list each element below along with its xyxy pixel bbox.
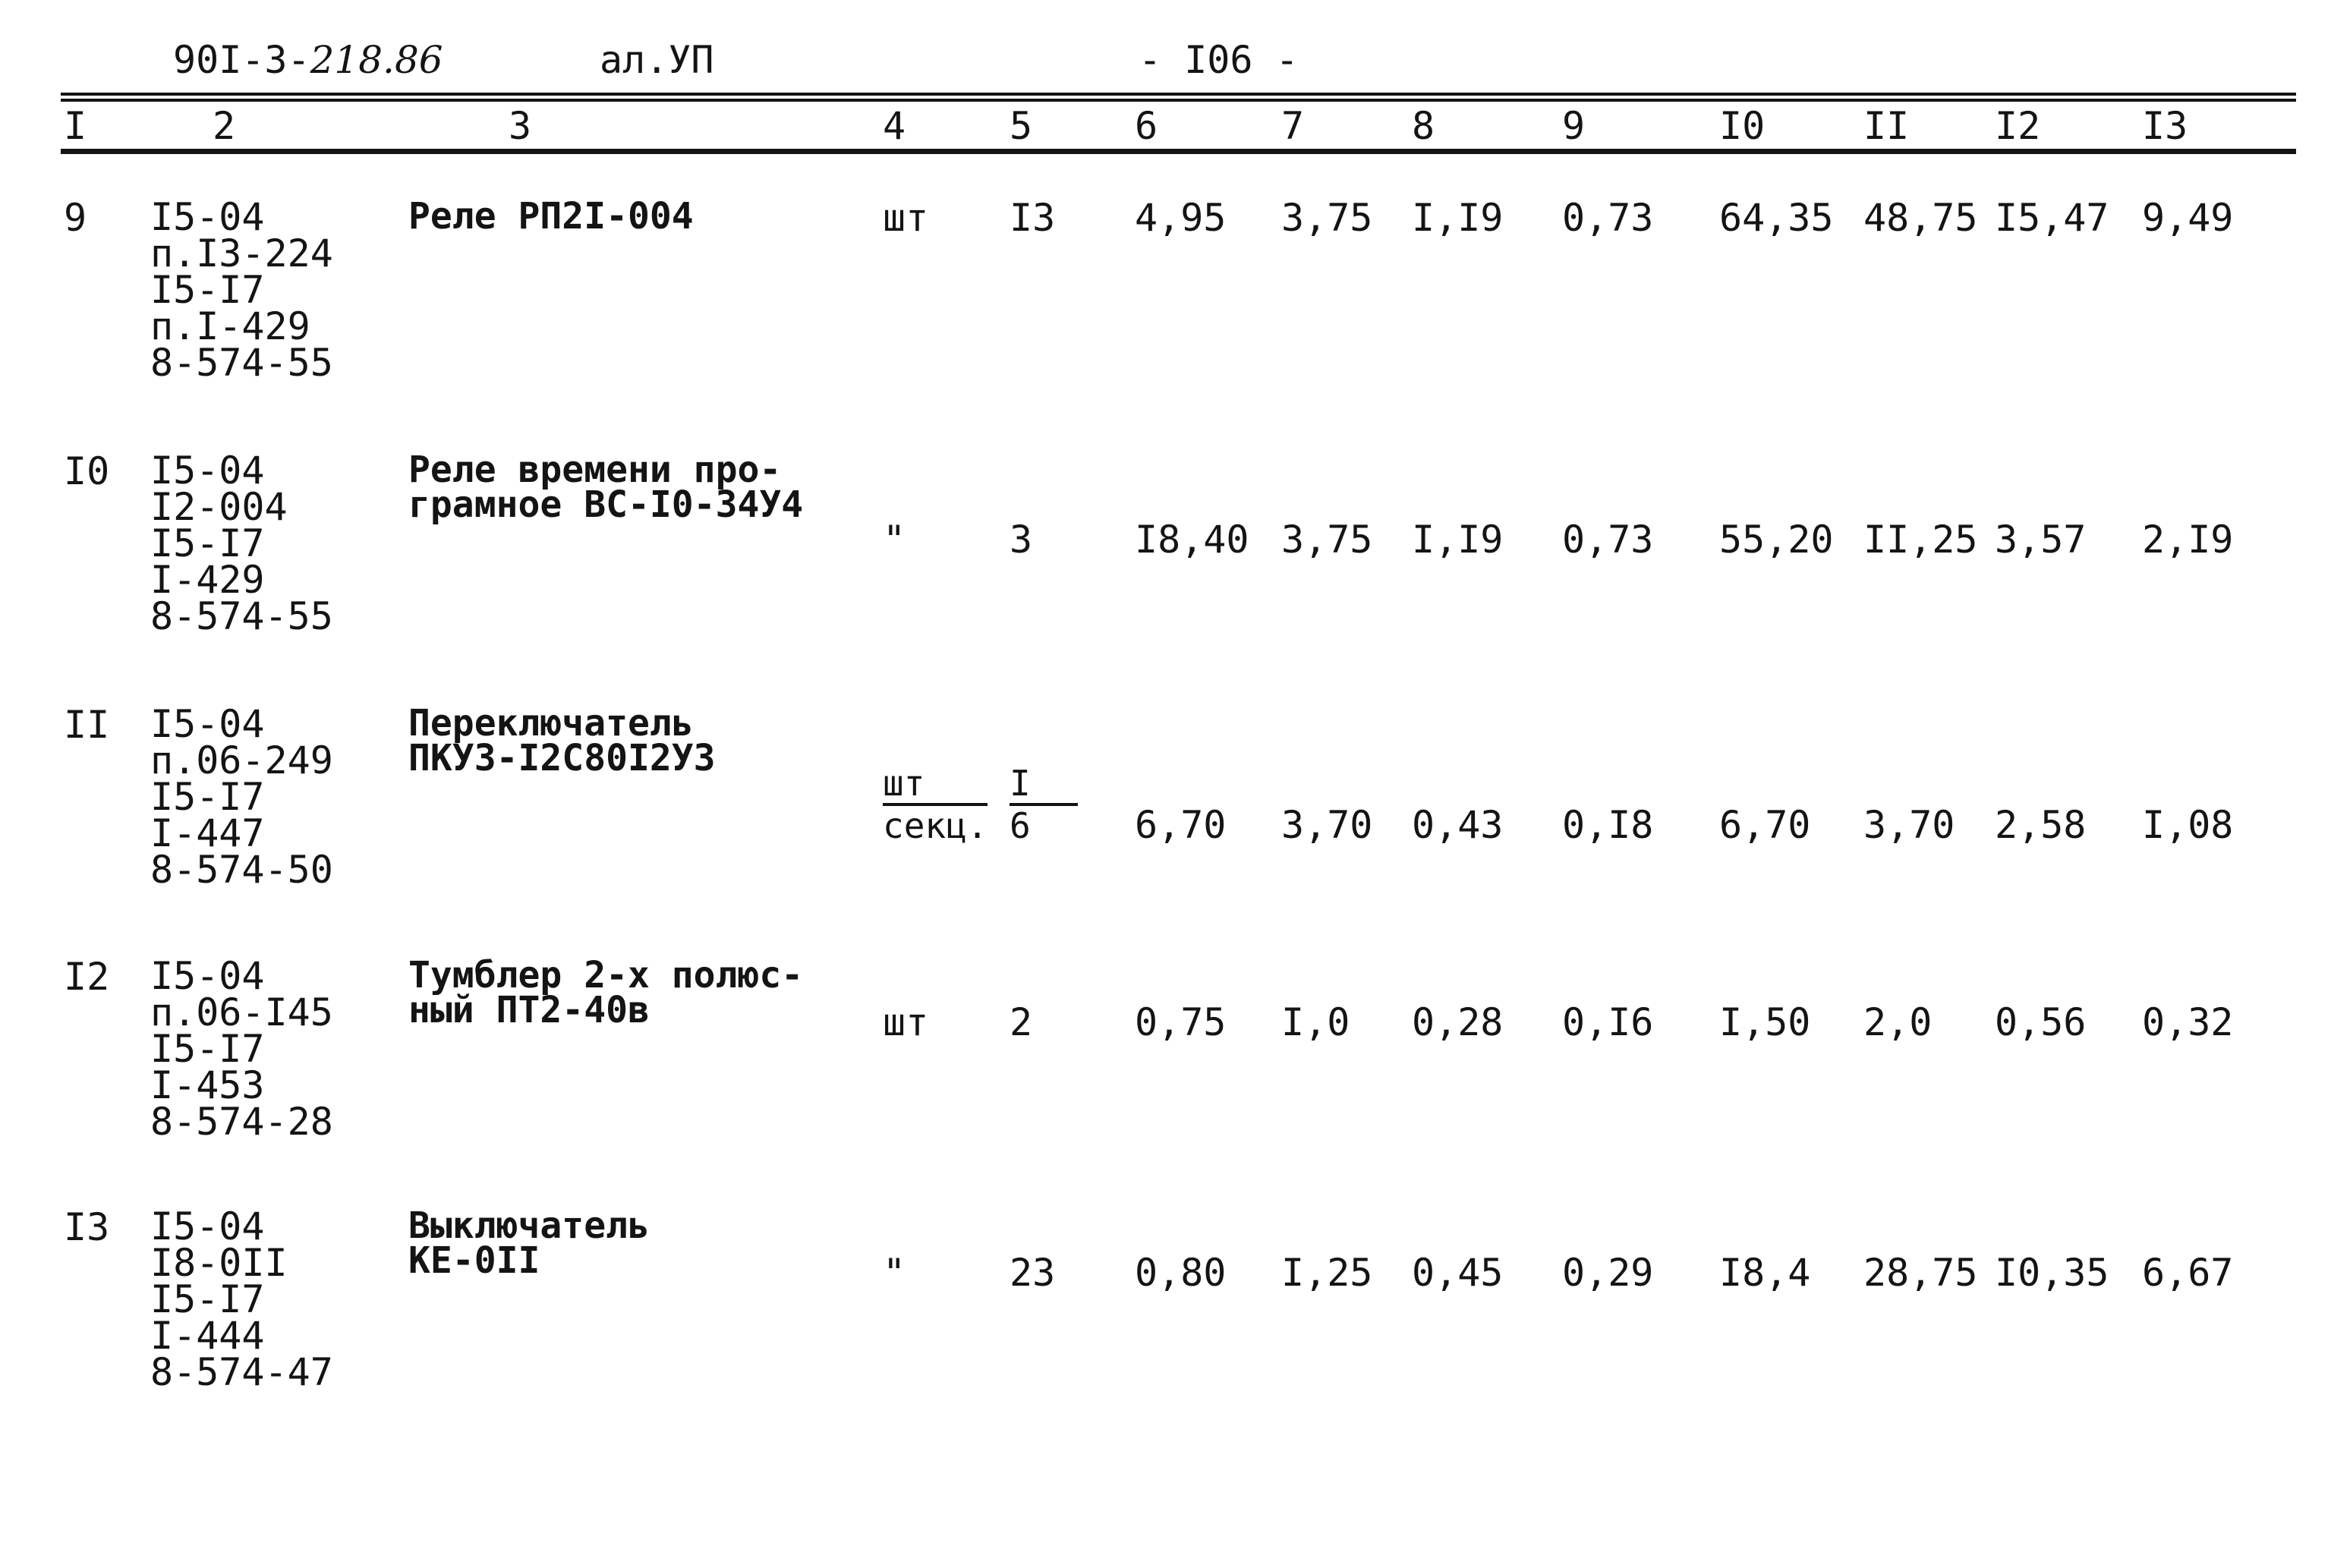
- value-v8: I,I9: [1412, 196, 1504, 240]
- unit-denominator: секц.: [883, 805, 988, 846]
- value-v6: 0,75: [1135, 1000, 1227, 1044]
- reference-codes: [150, 449, 333, 638]
- item-name-line: грамное ВС-I0-34У4: [408, 483, 804, 526]
- value-v7: 3,70: [1281, 803, 1373, 847]
- value-v10: I8,4: [1719, 1251, 1811, 1295]
- reference-code: п.I3-224: [150, 231, 333, 276]
- reference-code: I5-04: [150, 195, 265, 239]
- reference-code: п.06-I45: [150, 990, 333, 1034]
- reference-code: 8-574-47: [150, 1350, 333, 1394]
- row-number: I0: [64, 449, 110, 493]
- unit: шт: [883, 1000, 929, 1044]
- item-name: [408, 1204, 650, 1282]
- value-v9: 0,I8: [1562, 803, 1654, 847]
- value-v11: 48,75: [1863, 196, 1978, 240]
- column-number: I2: [1995, 104, 2041, 148]
- unit: шт: [883, 196, 929, 240]
- column-number: 7: [1281, 104, 1305, 148]
- reference-code: 8-574-50: [150, 848, 333, 892]
- reference-code: I8-0II: [150, 1241, 288, 1285]
- reference-code: I5-I7: [150, 775, 265, 819]
- item-name-line: Выключатель: [408, 1204, 650, 1247]
- reference-code: I5-I7: [150, 1027, 265, 1071]
- reference-code: I2-004: [150, 485, 288, 529]
- reference-code: I5-04: [150, 702, 265, 746]
- reference-code: 8-574-55: [150, 341, 333, 385]
- item-name-line: Реле времени про-: [408, 449, 782, 491]
- unit: ": [883, 518, 906, 562]
- quantity-numerator: I: [1010, 765, 1078, 806]
- reference-code: 8-574-55: [150, 594, 333, 638]
- row-number: 9: [64, 196, 87, 240]
- reference-code: I-429: [150, 558, 265, 602]
- reference-code: I-447: [150, 811, 265, 855]
- item-name: [408, 195, 694, 238]
- value-v13: 0,32: [2142, 1000, 2234, 1044]
- reference-code: I5-04: [150, 449, 265, 493]
- item-name: [408, 449, 804, 526]
- value-v9: 0,73: [1562, 196, 1654, 240]
- quantity: 23: [1010, 1251, 1056, 1295]
- value-v10: 55,20: [1719, 518, 1834, 562]
- value-v7: I,0: [1281, 1000, 1350, 1044]
- reference-code: I-453: [150, 1063, 265, 1107]
- item-name-line: КЕ-0II: [408, 1239, 540, 1282]
- value-v12: 3,57: [1995, 518, 2087, 562]
- album-label: ал.УП: [600, 38, 714, 82]
- column-header-rule: [61, 149, 2296, 154]
- column-number: 5: [1010, 104, 1033, 148]
- reference-code: п.06-249: [150, 738, 333, 782]
- value-v10: 64,35: [1719, 196, 1834, 240]
- quantity: I3: [1010, 196, 1056, 240]
- reference-code: п.I-429: [150, 304, 310, 348]
- column-number: I3: [2142, 104, 2188, 148]
- value-v11: 2,0: [1863, 1000, 1933, 1044]
- value-v13: I,08: [2142, 803, 2234, 847]
- value-v9: 0,73: [1562, 518, 1654, 562]
- value-v9: 0,29: [1562, 1251, 1654, 1295]
- value-v7: 3,75: [1281, 196, 1373, 240]
- value-v10: I,50: [1719, 1000, 1811, 1044]
- value-v6: 0,80: [1135, 1251, 1227, 1295]
- item-name-line: ный ПТ2-40в: [408, 989, 650, 1031]
- item-name: [408, 702, 716, 779]
- value-v11: 3,70: [1863, 803, 1955, 847]
- reference-codes: [150, 954, 333, 1144]
- reference-code: I5-I7: [150, 1277, 265, 1321]
- value-v8: 0,43: [1412, 803, 1504, 847]
- value-v13: 2,I9: [2142, 518, 2234, 562]
- quantity: 3: [1010, 518, 1033, 562]
- top-double-rule-2: [61, 99, 2296, 102]
- reference-code: I5-04: [150, 1204, 265, 1248]
- unit-fraction: [883, 765, 988, 844]
- reference-codes: [150, 195, 333, 385]
- row-number: II: [64, 703, 110, 747]
- quantity: 2: [1010, 1000, 1033, 1044]
- value-v8: 0,45: [1412, 1251, 1504, 1295]
- value-v6: I8,40: [1135, 518, 1249, 562]
- item-name-line: ПКУЗ-I2С80I2УЗ: [408, 737, 716, 779]
- page-number: - I06 -: [1139, 38, 1299, 82]
- item-name-line: Переключатель: [408, 702, 694, 745]
- value-v12: 2,58: [1995, 803, 2087, 847]
- item-name-line: Тумблер 2-х полюс-: [408, 954, 804, 997]
- column-number: 4: [883, 104, 906, 148]
- value-v12: I5,47: [1995, 196, 2109, 240]
- top-double-rule-1: [61, 93, 2296, 96]
- value-v7: I,25: [1281, 1251, 1373, 1295]
- unit-numerator: шт: [883, 765, 988, 806]
- row-number: I3: [64, 1205, 110, 1249]
- reference-code: I-444: [150, 1314, 265, 1358]
- item-name: [408, 954, 804, 1031]
- document-code-prefix: 90I-3-: [173, 38, 310, 82]
- value-v9: 0,I6: [1562, 1000, 1654, 1044]
- reference-codes: [150, 702, 333, 892]
- value-v7: 3,75: [1281, 518, 1373, 562]
- value-v12: 0,56: [1995, 1000, 2087, 1044]
- unit: ": [883, 1251, 906, 1295]
- column-number: 8: [1412, 104, 1435, 148]
- column-number: 9: [1562, 104, 1586, 148]
- document-code: [173, 38, 443, 82]
- value-v11: II,25: [1863, 518, 1978, 562]
- value-v13: 9,49: [2142, 196, 2234, 240]
- column-number: II: [1863, 104, 1910, 148]
- column-number: I0: [1719, 104, 1766, 148]
- item-name-line: Реле РП2I-004: [408, 195, 694, 238]
- reference-code: I5-04: [150, 954, 265, 998]
- value-v11: 28,75: [1863, 1251, 1978, 1295]
- column-number: 2: [213, 104, 236, 148]
- value-v12: I0,35: [1995, 1251, 2109, 1295]
- reference-code: I5-I7: [150, 268, 265, 312]
- reference-code: 8-574-28: [150, 1100, 333, 1144]
- quantity-fraction: [1010, 765, 1078, 844]
- value-v6: 6,70: [1135, 803, 1227, 847]
- value-v8: I,I9: [1412, 518, 1504, 562]
- quantity-denominator: 6: [1010, 805, 1031, 846]
- document-code-handwritten: 218.86: [310, 38, 443, 82]
- value-v10: 6,70: [1719, 803, 1811, 847]
- column-number: 3: [509, 104, 532, 148]
- value-v13: 6,67: [2142, 1251, 2234, 1295]
- value-v8: 0,28: [1412, 1000, 1504, 1044]
- value-v6: 4,95: [1135, 196, 1227, 240]
- column-number: 6: [1135, 104, 1158, 148]
- reference-codes: [150, 1204, 333, 1394]
- column-number: I: [64, 104, 87, 148]
- row-number: I2: [64, 955, 110, 999]
- reference-code: I5-I7: [150, 521, 265, 565]
